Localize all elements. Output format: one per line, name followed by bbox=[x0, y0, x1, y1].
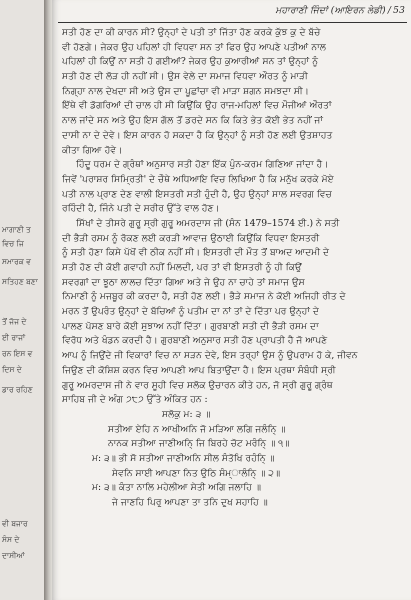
facing-page-text: ਮਾਗਾਣੀ ਤ bbox=[2, 225, 31, 234]
running-header bbox=[52, 6, 405, 20]
verse-line: ਮ: ੩॥ ਭੀ ਸੋ ਸਤੀਆ ਜਾਣੀਅਨਿ ਸੀਲ ਸੰਤੋਖਿ ਰਹੰਨਿ੍ ॥ bbox=[92, 452, 275, 464]
verse-line: ਜੇ ਜਾਣਹਿ ਪਿਰੁ ਆਪਣਾ ਤਾ ਤਨਿ ਦੁਖ ਸਹਾਹਿ ॥ bbox=[112, 497, 268, 508]
text-line: ਪਤੀ ਨਾਲ ਪ੍ਰਾਣ ਦੇਣ ਵਾਲੀ ਇਸਤਰੀ ਸਤੀ ਹੁੰਦੀ ਹੈ, ਉਹ ਉਨ੍ਹਾਂ ਸਾਲ ਸਵਰਗ ਵਿਚ bbox=[62, 188, 332, 200]
text-line: ਪਹਿਲਾਂ ਹੀ ਕਿਉਂ ਨਾ ਸਤੀ ਹੋ ਗਈਆਂ? ਜੇਕਰ ਉਹ ਕੁਆਰੀਆਂ ਸਨ ਤਾਂ ਉਨ੍ਹਾਂ ਨੂੰ bbox=[62, 56, 319, 68]
facing-page-text: ਰਨ ਇਸ ਵ bbox=[2, 349, 33, 358]
facing-page-text: ਦਾਸੀਆਂ bbox=[2, 551, 25, 560]
header-rule bbox=[58, 22, 407, 23]
text-line: ਦਾਸੀ ਨਾ ਦੇ ਦੇਵੇ। ਇਸ ਕਾਰਨ ਹੋ ਸਕਦਾ ਹੈ ਕਿ ਉਨ੍ਹਾਂ ਨੂੰ ਸਤੀ ਹੋਣ ਲਈ ਉਤਸ਼ਾਹਤ bbox=[62, 129, 333, 141]
text-line: ਰਹਿੰਦੀ ਹੈ, ਜਿੰਨੇ ਪਤੀ ਦੇ ਸਰੀਰ ਉੱਤੇ ਵਾਲ ਹੋਣ। bbox=[62, 203, 220, 215]
text-line: ਜਿਉਣ ਦੀ ਕੋਸ਼ਿਸ਼ ਕਰਨ ਵਿਚ ਆਪਣੀ ਆਪ ਬਿਤਾਉਂਦਾ ਹੈ। ਇਸ ਪ੍ਰਥਾ ਸੰਬੰਧੀ ਸ੍ਰੀ bbox=[62, 364, 336, 376]
text-line: ਗੁਰੂ ਅਮਰਦਾਸ ਜੀ ਨੇ ਵਾਰ ਸੂਹੀ ਵਿਚ ਸਲੋਕ ਉਚਾਰਨ ਕੀਤੇ ਹਨ, ਜੋ ਸ੍ਰੀ ਗੁਰੂ ਗ੍ਰੰਥ bbox=[62, 379, 333, 391]
verse-heading: ਸਲੋਕੁ ਮ: ੩ ॥ bbox=[162, 408, 211, 420]
verse-line: ਨਾਨਕ ਸਤੀਆ ਜਾਣੀਅਨਿ੍ ਜਿ ਬਿਰਹੇ ਚੋਟ ਮਰੰਨਿ੍ ॥ ੧॥ bbox=[108, 438, 290, 450]
text-line: ਵਿਰੋਧ ਅਤੇ ਖੰਡਨ ਕਰਦੀ ਹੈ। ਗੁਰਬਾਣੀ ਅਨੁਸਾਰ ਸਤੀ ਹੋਣ ਪ੍ਰਾਪਤੀ ਹੈ ਜੋ ਆਪਣੇ bbox=[62, 335, 328, 347]
text-line: ਹਿੰਦੂ ਧਰਮ ਦੇ ਗ੍ਰੰਥਾਂ ਅਨੁਸਾਰ ਸਤੀ ਹੋਣਾ ਇੱਕ ਪੁੰਨ-ਕਰਮ ਗਿਣਿਆ ਜਾਂਦਾ ਹੈ। bbox=[76, 159, 329, 171]
text-line: ਜਿਵੇਂ 'ਪਰਾਸ਼ਰ ਸਿਮ੍ਰਿਤੀ' ਦੇ ਚੌਥੇ ਅਧਿਆਇ ਵਿਚ ਲਿਖਿਆ ਹੈ ਕਿ ਮਨੁੱਖ ਕਰਕੇ ਮੋਏ bbox=[62, 173, 334, 185]
text-line: ਕੀਤਾ ਗਿਆ ਹੋਵੇ। bbox=[62, 144, 123, 156]
facing-page-text: ਤੋਂ ਜੱਜ ਦੇ bbox=[2, 317, 27, 326]
facing-page-text: ਸਤਿਹਣ ਬਣਾ bbox=[2, 277, 38, 286]
facing-page-text: ਦਿਸ ਦੇ bbox=[2, 365, 22, 374]
verse-line: ਸੇਵਨਿ ਸਾਈ ਆਪਣਾ ਨਿਤ ਉਠਿ ਸੰਮ੍ਾਲੰਨਿ੍ ॥ ੨॥ bbox=[112, 467, 281, 479]
facing-page-text: ਸੰਸ ਦੇ bbox=[2, 535, 20, 544]
facing-page-text: ਸਮਾਰਕ ਵ bbox=[2, 257, 31, 266]
text-line: ਸਵਰਗਾਂ ਦਾ ਝੂਠਾ ਲਾਲਚ ਦਿੱਤਾ ਗਿਆ ਅਤੇ ਜੇ ਉਹ ਨਾ ਚਾਹੇ ਤਾਂ ਸਮਾਜ ਉਸ bbox=[62, 276, 305, 288]
text-line: ਨੂੰ ਸਤੀ ਹੋਣਾ ਕਿਸੇ ਪੱਖੋਂ ਵੀ ਠੀਕ ਨਹੀਂ ਸੀ। ਇਸਤਰੀ ਦੀ ਮੌਤ ਤੋਂ ਬਾਅਦ ਆਦਮੀ ਦੇ bbox=[62, 247, 330, 259]
text-line: ਪਾਲਣ ਪੋਸਣ ਬਾਰੇ ਕੋਈ ਸੁਝਾਅ ਨਹੀਂ ਦਿੱਤਾ। ਗੁਰਬਾਣੀ ਸਤੀ ਦੀ ਭੈੜੀ ਰਸਮ ਦਾ bbox=[62, 320, 319, 332]
text-line: ਸਤੀ ਹੋਣ ਦੀ ਕੋਈ ਗਵਾਹੀ ਨਹੀਂ ਮਿਲਦੀ, ਪਰ ਤਾਂ ਵੀ ਇਸਤਰੀ ਨੂੰ ਹੀ ਕਿਉਂ bbox=[62, 262, 302, 273]
text-line: ਸਤੀ ਹੋਣ ਦਾ ਕੀ ਕਾਰਨ ਸੀ? ਉਨ੍ਹਾਂ ਦੇ ਪਤੀ ਤਾਂ ਜਿੱਤਾ ਹੋਣ ਕਰਕੇ ਕੁੱਝ ਕੁ ਦੇ ਬੱਚੇ bbox=[62, 27, 321, 38]
text-line: ਸਾਹਿਬ ਜੀ ਦੇ ਅੰਗ ੭੮੭ ਉੱਤੇ ਅੰਕਿਤ ਹਨ : bbox=[62, 394, 208, 406]
text-line: ਨਾਲ ਜਾਂਦੇ ਸਨ ਅਤੇ ਉਹ ਇਸ ਗੱਲ ਤੋਂ ਡਰਦੇ ਸਨ ਕਿ ਕਿਤੇ ਭੇਤ ਕੋਈ ਭੇਤ ਨਹੀਂ ਜਾਂ bbox=[62, 115, 324, 127]
header-separator: / bbox=[387, 6, 392, 16]
text-line: ਆਪ ਨੂੰ ਜਿਉਂਦੇ ਜੀ ਵਿਕਾਰਾਂ ਵਿਚ ਨਾ ਸੜਨ ਦੇਵੇ, ਇਸ ਤਰ੍ਹਾਂ ਉਸ ਨੂੰ ਉਪਰਾਮ ਹੋ ਕੇ, ਜੀਵਨ bbox=[62, 350, 358, 362]
text-line: ਸਤੀ ਹੋਣ ਦੀ ਲੋੜ ਹੀ ਨਹੀਂ ਸੀ। ਉਸ ਵੇਲੇ ਦਾ ਸਮਾਜ ਵਿਧਵਾ ਔਰਤ ਨੂੰ ਮਾੜੀ bbox=[62, 71, 308, 83]
text-line: ਨਿਮਾਣੀ ਨੂੰ ਮਜਬੂਰ ਕੀ ਕਰਦਾ ਹੈ, ਸਤੀ ਹੋਣ ਲਈ। ਭੈੜੇ ਸਮਾਜ ਨੇ ਕੋਈ ਅਜਿਹੀ ਰੀਤ ਦੇ bbox=[62, 291, 346, 303]
facing-page-text: ਵਿਚ ਜਿ bbox=[2, 239, 24, 248]
text-line: ਮਰਨ ਤੋਂ ਉਪਰੰਤ ਉਨ੍ਹਾਂ ਦੇ ਬੱਚਿਆਂ ਨੂੰ ਪਤੀਮ ਦਾ ਨਾਂ ਤਾਂ ਦੇ ਦਿੱਤਾ ਪਰ ਉਨ੍ਹਾਂ ਦੇ bbox=[62, 306, 320, 318]
facing-page bbox=[0, 0, 48, 600]
facing-page-text: ਵੀ ਬਜਾਰ bbox=[2, 519, 28, 528]
verse-line: ਸਤੀਆ ਏਹਿ ਨ ਆਖੀਅਨਿ ਜੋ ਮੜਿਆ ਲਗਿ ਜਲੰਨਿ੍ ॥ bbox=[108, 423, 286, 435]
facing-page-text: ਈ ਰਾਜਾਂ bbox=[2, 333, 26, 342]
text-line: ਸਿੱਖਾਂ ਦੇ ਤੀਸਰੇ ਗੁਰੂ ਸ੍ਰੀ ਗੁਰੂ ਅਮਰਦਾਸ ਜੀ (ਸੰਨ 1479–1574 ਈ.) ਨੇ ਸਤੀ bbox=[76, 217, 340, 229]
text-line: ਵੀ ਹੋਣਗੇ। ਜੇਕਰ ਉਹ ਪਹਿਲਾਂ ਹੀ ਵਿਧਵਾ ਸਨ ਤਾਂ ਫਿਰ ਉਹ ਆਪਣੇ ਪਤੀਆਂ ਨਾਲ bbox=[62, 41, 326, 53]
verse-line: ਮ: ੩॥ ਕੰਤਾ ਨਾਲਿ ਮਹੇਲੀਆ ਸੇਤੀ ਅਗਿ ਜਲਾਹਿ ॥ bbox=[92, 482, 262, 494]
body-text bbox=[62, 26, 403, 511]
text-line: ਨਿਗ੍ਹਾ ਨਾਲ ਦੇਖਦਾ ਸੀ ਅਤੇ ਉਸ ਦਾ ਪੂਛਾਂਚਾ ਵੀ ਮਾੜਾ ਸ਼ਗਨ ਸਮਝਦਾ ਸੀ। bbox=[62, 85, 309, 97]
text-line: ਇੱਥੇ ਵੀ ਡੋਗਰਿਆਂ ਦੀ ਚਾਲ ਹੀ ਸੀ ਕਿਉਂਕਿ ਉਹ ਰਾਜ-ਮਹਿਲਾਂ ਵਿਚ ਮੌਜੀਆਂ ਔਰਤਾਂ bbox=[62, 100, 332, 112]
text-line: ਦੀ ਭੈੜੀ ਰਸਮ ਨੂੰ ਰੋਕਣ ਲਈ ਕਰੜੀ ਆਵਾਜ਼ ਉਠਾਈ ਕਿਉਂਕਿ ਵਿਧਵਾ ਇਸਤਰੀ bbox=[62, 232, 320, 244]
page-number: 53 bbox=[393, 6, 405, 16]
book-page bbox=[52, 0, 411, 600]
book-title: ਮਹਾਰਾਣੀ ਜਿੰਦਾਂ (ਆਇਰਨ ਲੇਡੀ) bbox=[275, 6, 386, 16]
facing-page-text: ਡਾਰ ਰਹਿਣ bbox=[2, 385, 33, 394]
